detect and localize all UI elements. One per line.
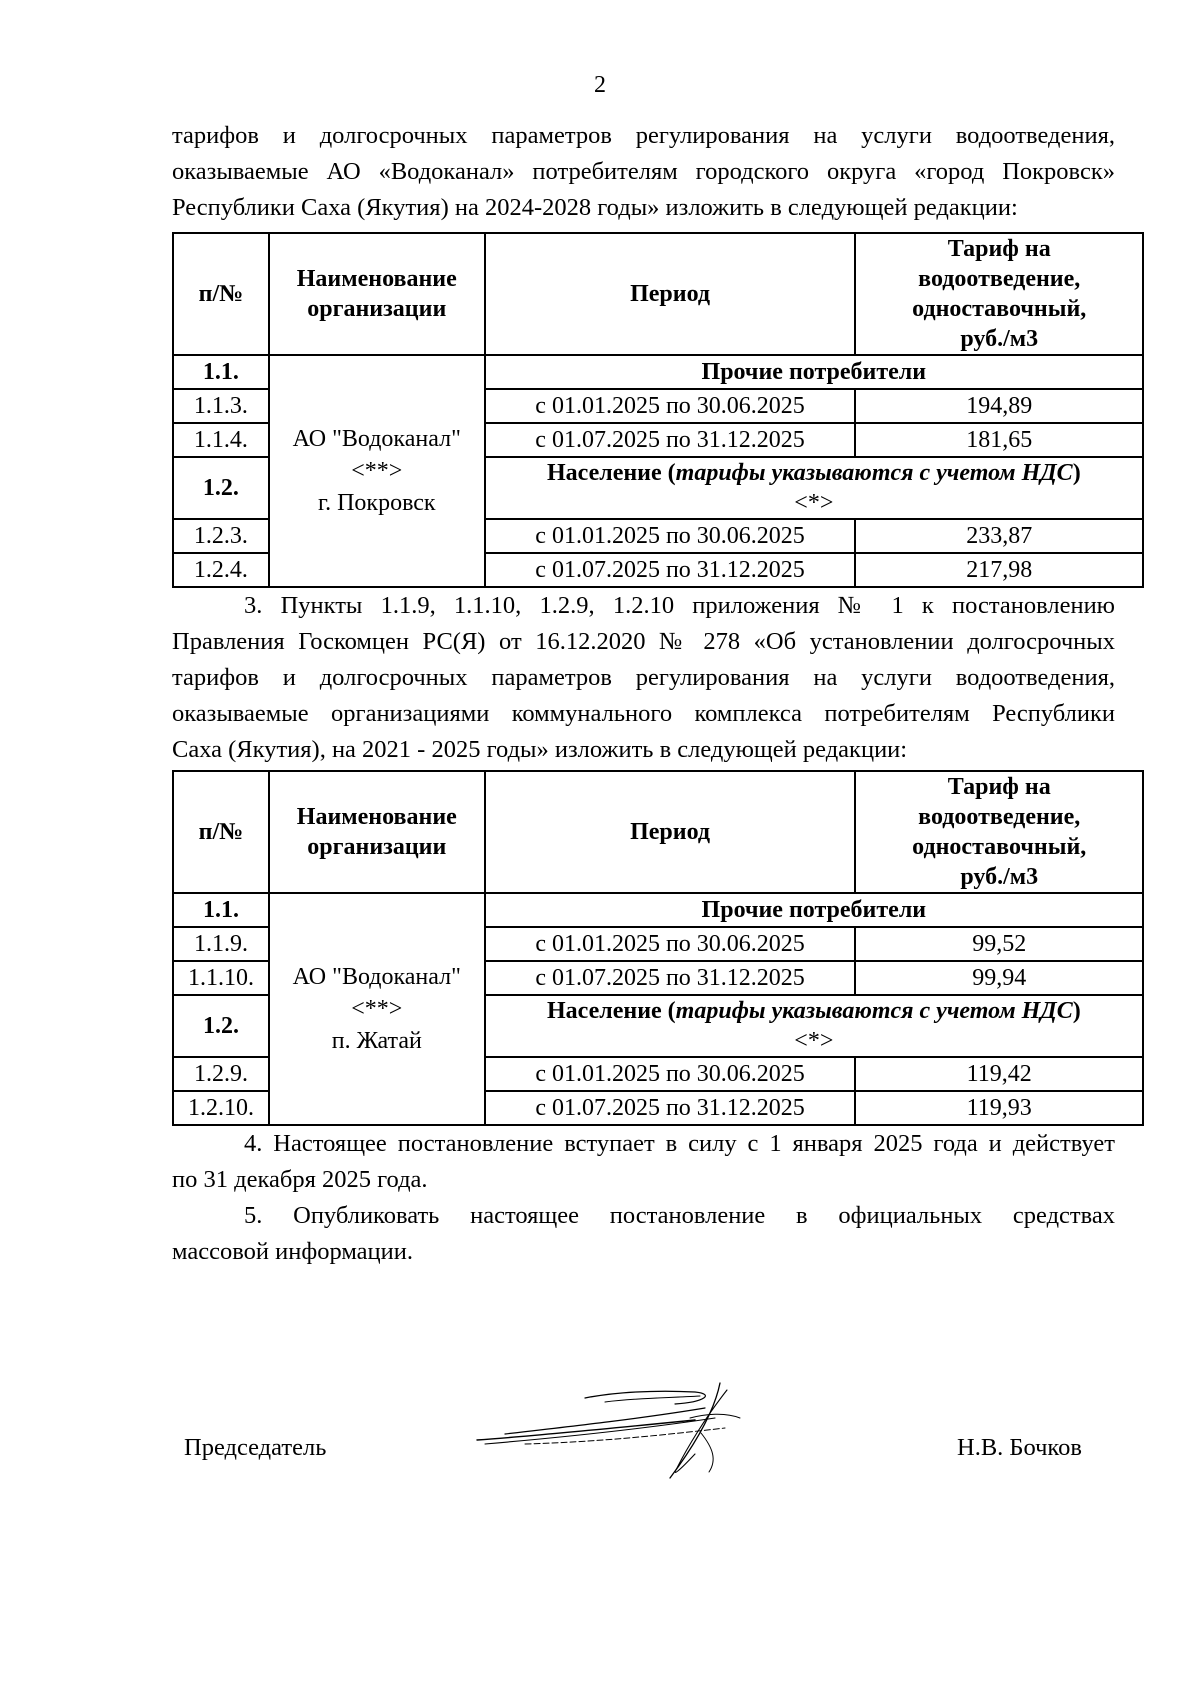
header-num: п/№ [173,233,269,355]
intro-line: оказываемые АО «Водоканал» потребителям городского округа «город Покровск» [172,158,1115,185]
group-title-italic: тарифы указываются с учетом НДС [675,460,1073,486]
row-value: 233,87 [855,519,1143,553]
row-period: с 01.07.2025 по 31.12.2025 [485,553,856,587]
group-num: 1.2. [173,995,269,1057]
tariff-table-zhatay [172,770,1144,1126]
header-org-line: организации [307,834,447,860]
row-value: 119,42 [855,1057,1143,1091]
intro-paragraph [172,118,1115,226]
header-org-line: организации [307,296,447,322]
row-value: 99,52 [855,927,1143,961]
header-org [269,233,485,355]
item3-line: 3. Пункты 1.1.9, 1.1.10, 1.2.9, 1.2.10 приложения № 1 к постановлению [244,592,1115,619]
header-tariff [855,233,1143,355]
row-period: с 01.01.2025 по 30.06.2025 [485,519,856,553]
row-num: 1.1.4. [173,423,269,457]
row-value: 194,89 [855,389,1143,423]
org-name: АО "Водоканал" [292,426,461,452]
item4-paragraph [172,1126,1115,1198]
row-num: 1.1.10. [173,961,269,995]
row-num: 1.2.3. [173,519,269,553]
signatory-name: Н.В. Бочков [957,1434,1082,1461]
group-note: <*> [794,490,834,516]
group-title-italic: тарифы указываются с учетом НДС [675,998,1073,1024]
item3-paragraph [172,588,1115,768]
header-org [269,771,485,893]
group-title-end: ) [1072,460,1081,486]
item4-line: по 31 декабря 2025 года. [172,1166,428,1193]
table-header-row [173,771,1143,893]
intro-line: тарифов и долгосрочных параметров регулирования на услуги водоотведения, [172,122,1115,149]
row-num: 1.1.3. [173,389,269,423]
row-value: 217,98 [855,553,1143,587]
header-org-line: Наименование [296,266,457,292]
handwritten-signature-icon [465,1378,785,1488]
item5-paragraph [172,1198,1115,1270]
item3-line: тарифов и долгосрочных параметров регулирования на услуги водоотведения, [172,664,1115,691]
item5-line: массовой информации. [172,1238,413,1265]
org-name: АО "Водоканал" [292,964,461,990]
group-title-end: ) [1072,998,1081,1024]
row-period: с 01.07.2025 по 31.12.2025 [485,1091,856,1125]
group-title: Прочие потребители [485,355,1143,389]
header-tariff-line: руб./м3 [960,864,1039,890]
row-value: 119,93 [855,1091,1143,1125]
header-tariff-line: одноставочный, [912,834,1087,860]
org-note: <**> [351,996,403,1022]
item3-line: Правления Госкомцен РС(Я) от 16.12.2020 № 278 «Об установлении долгосрочных [172,628,1115,655]
intro-line: Республики Саха (Якутия) на 2024-2028 годы» изложить в следующей редакции: [172,194,1018,221]
group-title [485,457,1143,519]
row-value: 99,94 [855,961,1143,995]
header-org-line: Наименование [296,804,457,830]
group-num: 1.2. [173,457,269,519]
header-period: Период [485,771,856,893]
group-title-start: Население ( [546,460,676,486]
row-period: с 01.01.2025 по 30.06.2025 [485,927,856,961]
row-num: 1.1.9. [173,927,269,961]
item3-line: оказываемые организациями коммунального комплекса потребителям Республики [172,700,1115,727]
row-period: с 01.07.2025 по 31.12.2025 [485,961,856,995]
group-title-start: Население ( [546,998,676,1024]
org-note: <**> [351,458,403,484]
item4-line: 4. Настоящее постановление вступает в силу с 1 января 2025 года и действует [244,1130,1115,1157]
header-num: п/№ [173,771,269,893]
header-tariff-line: Тариф на [947,236,1051,262]
table-row [173,355,1143,389]
item3-line: Саха (Якутия), на 2021 - 2025 годы» изложить в следующей редакции: [172,736,908,763]
header-tariff-line: Тариф на [947,774,1051,800]
header-period: Период [485,233,856,355]
page-number: 2 [594,72,606,98]
group-num: 1.1. [173,355,269,389]
header-tariff [855,771,1143,893]
header-tariff-line: водоотведение, [918,266,1081,292]
group-title: Прочие потребители [485,893,1143,927]
row-period: с 01.01.2025 по 30.06.2025 [485,1057,856,1091]
group-title [485,995,1143,1057]
row-value: 181,65 [855,423,1143,457]
table-row [173,893,1143,927]
item5-line: 5. Опубликовать настоящее постановление в официальных средствах [244,1202,1115,1229]
row-num: 1.2.10. [173,1091,269,1125]
group-num: 1.1. [173,893,269,927]
org-location: г. Покровск [317,490,436,516]
row-period: с 01.07.2025 по 31.12.2025 [485,423,856,457]
org-location: п. Жатай [331,1028,422,1054]
org-cell [269,355,485,587]
org-cell [269,893,485,1125]
tariff-table-pokrovsk [172,232,1144,588]
signatory-title: Председатель [184,1434,327,1461]
table-header-row [173,233,1143,355]
row-period: с 01.01.2025 по 30.06.2025 [485,389,856,423]
row-num: 1.2.4. [173,553,269,587]
row-num: 1.2.9. [173,1057,269,1091]
header-tariff-line: одноставочный, [912,296,1087,322]
header-tariff-line: водоотведение, [918,804,1081,830]
group-note: <*> [794,1028,834,1054]
header-tariff-line: руб./м3 [960,326,1039,352]
